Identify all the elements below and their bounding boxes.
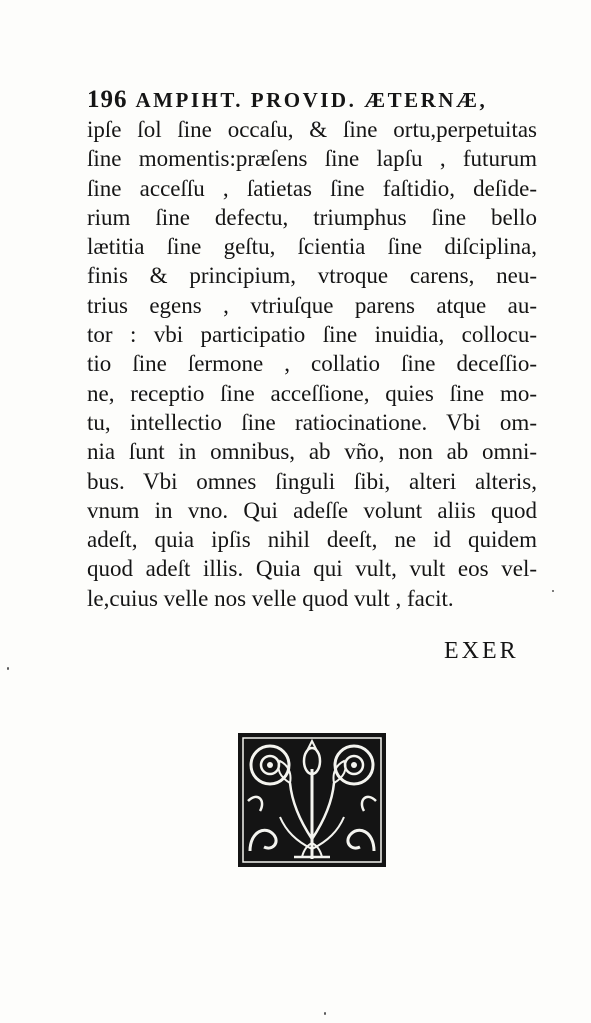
text-line: tio ſine ſermone , collatio ſine deceſſio- [87, 351, 537, 377]
paper-speck [552, 590, 554, 592]
text-line: ſine acceſſu , ſatietas ſine faſtidio, deſide- [87, 175, 537, 201]
text-line: tor : vbi participatio ſine inuidia, collocu- [87, 322, 537, 348]
text-line: adeſt, quia ipſis nihil deeſt, ne id quidem [87, 527, 537, 553]
text-line: rium ſine defectu, triumphus ſine bello [87, 204, 537, 230]
text-line: nia ſunt in omnibus, ab vño, non ab omni- [87, 439, 537, 465]
text-line: trius egens , vtriuſque parens atque au- [87, 292, 537, 318]
text-line: finis & principium, vtroque carens, neu- [87, 263, 537, 289]
page-header [87, 86, 537, 116]
text-line: lætitia ſine geſtu, ſcientia ſine diſciplina, [87, 234, 537, 260]
text-line: tu, intellectio ſine ratiocinatione. Vbi om- [87, 409, 537, 435]
text-line: vnum in vno. Qui adeſſe volunt aliis quod [87, 497, 537, 523]
text-line: le,cuius velle nos velle quod vult , facit. [87, 585, 454, 611]
text-line: quod adeſt illis. Quia qui vult, vult eos vel- [87, 556, 537, 582]
paper-speck [7, 667, 9, 670]
catchword: EXER [444, 638, 519, 664]
floral-woodcut-ornament-icon [236, 731, 388, 869]
paper-speck [324, 1012, 326, 1015]
page-number: 196 [87, 86, 128, 113]
text-line: ſine momentis:præſens ſine lapſu , futurum [87, 146, 537, 172]
text-line: ne, receptio ſine acceſſione, quies ſine mo- [87, 380, 537, 406]
running-head: AMPIHT. PROVID. ÆTERNÆ, [135, 88, 488, 112]
text-line: ipſe ſol ſine occaſu, & ſine ortu,perpetuitas [87, 117, 537, 142]
body-text [87, 115, 537, 613]
text-line: bus. Vbi omnes ſinguli ſibi, alteri alteris, [87, 468, 537, 494]
